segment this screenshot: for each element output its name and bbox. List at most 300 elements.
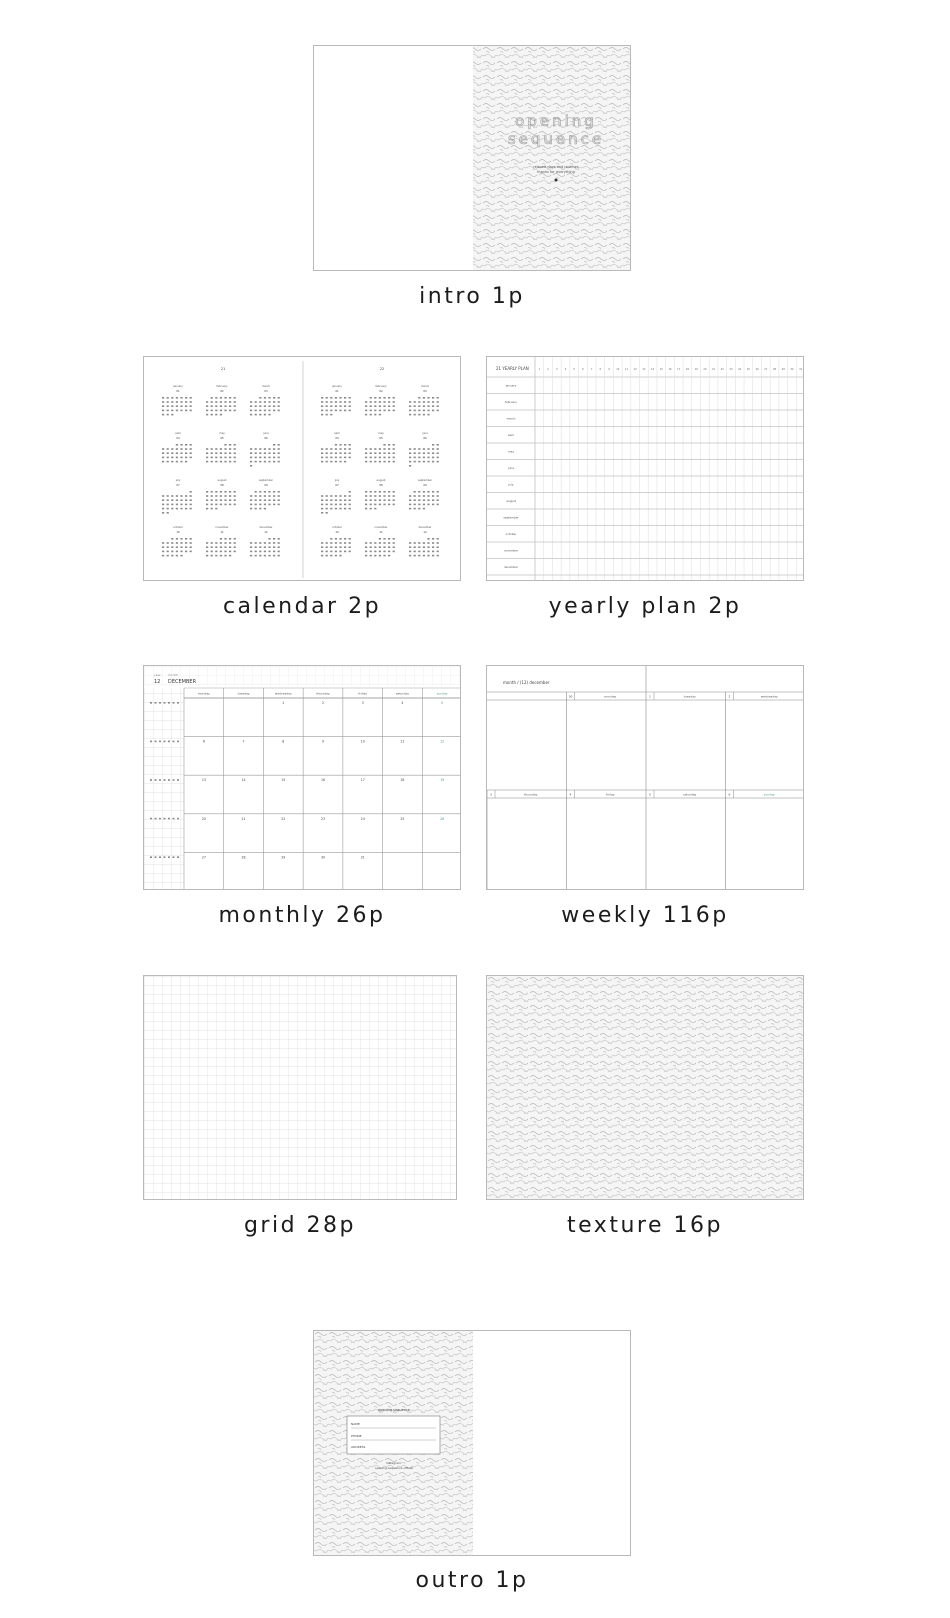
yearly-day-number: 10 [616, 368, 620, 371]
calendar-day-mark [437, 405, 439, 407]
yearly-day-number: 23 [729, 368, 733, 371]
calendar-day-mark [185, 405, 187, 407]
calendar-day-mark [250, 461, 252, 463]
calendar-day-mark [427, 555, 429, 557]
calendar-day-mark [365, 499, 367, 501]
calendar-day-mark [326, 512, 328, 514]
calendar-day-mark [278, 542, 280, 544]
monthly-date: 28 [241, 855, 246, 860]
calendar-day-mark [278, 397, 280, 399]
calendar-day-mark [273, 555, 275, 557]
calendar-day-mark [220, 546, 222, 548]
calendar-day-mark [370, 495, 372, 497]
calendar-month-name: february [375, 385, 387, 388]
calendar-day-mark [206, 551, 208, 553]
calendar-day-mark [162, 401, 164, 403]
yearly-month-label: february [505, 399, 517, 404]
calendar-day-mark [176, 551, 178, 553]
monthly-mini-day-mark [173, 818, 175, 820]
calendar-day-mark [321, 499, 323, 501]
calendar-day-mark [330, 452, 332, 454]
calendar-day-mark [370, 452, 372, 454]
calendar-day-mark [423, 401, 425, 403]
texture-preview [486, 975, 804, 1200]
calendar-day-mark [344, 508, 346, 510]
calendar-day-mark [259, 555, 261, 557]
calendar-day-mark [255, 461, 257, 463]
yearly-month-label: august [506, 498, 516, 503]
calendar-month-number: 03 [423, 390, 427, 393]
calendar-day-mark [190, 410, 192, 412]
calendar-day-mark [211, 495, 213, 497]
calendar-day-mark [335, 461, 337, 463]
calendar-day-mark [339, 546, 341, 548]
calendar-day-mark [349, 410, 351, 412]
monthly-date: 2 [321, 701, 325, 705]
calendar-day-mark [234, 499, 236, 501]
calendar-day-mark [326, 448, 328, 450]
calendar-day-mark [255, 508, 257, 510]
calendar-day-mark [180, 495, 182, 497]
calendar-day-mark [326, 414, 328, 416]
calendar-day-mark [388, 444, 390, 446]
calendar-day-mark [344, 504, 346, 506]
calendar-day-mark [259, 461, 261, 463]
calendar-day-mark [167, 499, 169, 501]
calendar-month-name: july [175, 479, 181, 482]
calendar-day-mark [379, 457, 381, 459]
calendar-day-mark [176, 401, 178, 403]
monthly-date: 11 [400, 739, 405, 744]
calendar-day-mark [273, 538, 275, 540]
calendar-day-mark [259, 499, 261, 501]
calendar-month-number: 02 [220, 390, 224, 393]
calendar-day-mark [211, 499, 213, 501]
calendar-day-mark [432, 397, 434, 399]
calendar-day-mark [255, 504, 257, 506]
calendar-day-mark [335, 444, 337, 446]
calendar-day-mark [229, 555, 231, 557]
calendar-day-mark [365, 461, 367, 463]
calendar-day-mark [229, 461, 231, 463]
calendar-day-mark [379, 546, 381, 548]
calendar-day-mark [370, 504, 372, 506]
calendar-day-mark [427, 457, 429, 459]
calendar-day-mark [437, 542, 439, 544]
calendar-day-mark [215, 546, 217, 548]
calendar-day-mark [409, 508, 411, 510]
calendar-day-mark [206, 414, 208, 416]
calendar-day-mark [432, 452, 434, 454]
calendar-month-name: december [418, 526, 432, 529]
yearly-day-number: 13 [642, 368, 646, 371]
calendar-day-mark [344, 457, 346, 459]
calendar-day-mark [190, 452, 192, 454]
calendar-day-mark [326, 397, 328, 399]
monthly-date: 1 [282, 701, 285, 705]
calendar-day-mark [255, 448, 257, 450]
calendar-day-mark [383, 491, 385, 493]
calendar-day-mark [432, 491, 434, 493]
calendar-day-mark [379, 495, 381, 497]
calendar-day-mark [220, 410, 222, 412]
calendar-day-mark [185, 495, 187, 497]
calendar-day-mark [255, 542, 257, 544]
calendar-day-mark [250, 504, 252, 506]
calendar-day-mark [162, 397, 164, 399]
calendar-day-mark [229, 457, 231, 459]
calendar-day-mark [374, 401, 376, 403]
calendar-day-mark [162, 457, 164, 459]
calendar-day-mark [268, 397, 270, 399]
calendar-day-mark [423, 461, 425, 463]
calendar-day-mark [393, 551, 395, 553]
monthly-mini-day-mark [168, 779, 170, 781]
calendar-day-mark [383, 538, 385, 540]
calendar-day-mark [326, 495, 328, 497]
calendar-day-mark [418, 504, 420, 506]
calendar-day-mark [383, 551, 385, 553]
calendar-day-mark [335, 457, 337, 459]
calendar-day-mark [365, 504, 367, 506]
calendar-day-mark [393, 444, 395, 446]
calendar-month-number: 06 [423, 437, 427, 440]
yearly-day-number: 22 [720, 368, 724, 371]
calendar-day-mark [264, 499, 266, 501]
calendar-day-mark [206, 448, 208, 450]
calendar-day-mark [374, 405, 376, 407]
calendar-day-mark [409, 499, 411, 501]
calendar-day-mark [229, 452, 231, 454]
calendar-day-mark [427, 499, 429, 501]
weekly-day-name: wednesday [760, 694, 778, 699]
calendar-day-mark [211, 414, 213, 416]
calendar-day-mark [250, 499, 252, 501]
calendar-day-mark [234, 461, 236, 463]
monthly-mini-day-mark [173, 741, 175, 743]
calendar-day-mark [383, 397, 385, 399]
calendar-day-mark [379, 504, 381, 506]
calendar-spread [144, 357, 461, 581]
calendar-day-mark [388, 551, 390, 553]
monthly-mini-day-mark [177, 818, 179, 820]
calendar-day-mark [206, 452, 208, 454]
calendar-day-mark [162, 508, 164, 510]
monthly-date: 24 [360, 816, 365, 821]
calendar-day-mark [206, 491, 208, 493]
calendar-day-mark [171, 401, 173, 403]
calendar-day-mark [185, 401, 187, 403]
calendar-day-mark [278, 504, 280, 506]
calendar-day-mark [180, 452, 182, 454]
calendar-day-mark [255, 495, 257, 497]
calendar-day-mark [176, 457, 178, 459]
calendar-day-mark [365, 414, 367, 416]
calendar-day-mark [427, 504, 429, 506]
calendar-day-mark [393, 448, 395, 450]
calendar-day-mark [370, 499, 372, 501]
calendar-day-mark [268, 495, 270, 497]
calendar-day-mark [264, 410, 266, 412]
calendar-day-mark [321, 457, 323, 459]
calendar-day-mark [379, 499, 381, 501]
weekly-date: 2 [728, 694, 731, 699]
calendar-day-mark [365, 495, 367, 497]
monthly-date: 3 [361, 701, 364, 705]
caption-yearly-plan: yearly plan 2p [548, 594, 742, 619]
monthly-mini-day-mark [159, 818, 161, 820]
calendar-day-mark [365, 405, 367, 407]
calendar-day-mark [437, 452, 439, 454]
calendar-day-mark [234, 452, 236, 454]
yearly-day-number: 31 [799, 368, 803, 371]
monthly-weekday: friday [358, 691, 368, 696]
yearly-day-number: 30 [790, 368, 794, 371]
calendar-month-name: march [420, 385, 430, 388]
calendar-day-mark [370, 542, 372, 544]
calendar-day-mark [229, 538, 231, 540]
calendar-day-mark [423, 504, 425, 506]
monthly-date: 30 [320, 855, 326, 860]
calendar-day-mark [370, 405, 372, 407]
calendar-day-mark [349, 504, 351, 506]
yearly-day-number: 2 [547, 368, 549, 371]
calendar-day-mark [211, 504, 213, 506]
calendar-day-mark [418, 508, 420, 510]
calendar-day-mark [268, 491, 270, 493]
calendar-day-mark [234, 546, 236, 548]
calendar-day-mark [273, 410, 275, 412]
calendar-day-mark [432, 542, 434, 544]
calendar-day-mark [268, 448, 270, 450]
calendar-day-mark [220, 452, 222, 454]
calendar-day-mark [335, 546, 337, 548]
calendar-day-mark [215, 495, 217, 497]
calendar-day-mark [414, 410, 416, 412]
calendar-day-mark [393, 405, 395, 407]
calendar-day-mark [224, 491, 226, 493]
calendar-day-mark [321, 512, 323, 514]
outro-page-art [314, 1331, 631, 1556]
monthly-mini-day-mark [155, 818, 157, 820]
grid-page [144, 976, 457, 1200]
calendar-day-mark [176, 546, 178, 548]
calendar-day-mark [167, 414, 169, 416]
calendar-day-mark [423, 397, 425, 399]
calendar-day-mark [211, 491, 213, 493]
weekly-day-name: saturday [683, 792, 697, 797]
calendar-day-mark [437, 401, 439, 403]
monthly-mini-day-mark [159, 856, 161, 858]
calendar-month-name: june [422, 432, 428, 435]
calendar-day-mark [321, 555, 323, 557]
calendar-day-mark [432, 401, 434, 403]
calendar-day-mark [370, 448, 372, 450]
calendar-day-mark [344, 448, 346, 450]
calendar-day-mark [180, 546, 182, 548]
calendar-day-mark [171, 397, 173, 399]
calendar-day-mark [190, 546, 192, 548]
calendar-day-mark [393, 495, 395, 497]
monthly-mini-day-mark [164, 741, 166, 743]
calendar-day-mark [190, 551, 192, 553]
calendar-day-mark [437, 499, 439, 501]
calendar-day-mark [162, 461, 164, 463]
calendar-day-mark [162, 542, 164, 544]
weekly-date: 1 [649, 694, 651, 699]
calendar-day-mark [220, 555, 222, 557]
monthly-date: 29 [281, 855, 286, 860]
calendar-day-mark [370, 457, 372, 459]
outro-title: opening sequence [377, 1408, 411, 1412]
calendar-day-mark [330, 508, 332, 510]
yearly-day-number: 28 [772, 368, 777, 371]
calendar-day-mark [167, 555, 169, 557]
calendar-day-mark [418, 397, 420, 399]
calendar-day-mark [393, 457, 395, 459]
weekly-day-name: friday [605, 792, 615, 797]
calendar-day-mark [409, 401, 411, 403]
calendar-day-mark [423, 414, 425, 416]
yearly-day-number: 15 [659, 368, 663, 371]
caption-grid: grid 28p [243, 1213, 357, 1238]
calendar-day-mark [206, 504, 208, 506]
calendar-day-mark [339, 542, 341, 544]
calendar-day-mark [379, 538, 381, 540]
calendar-day-mark [349, 508, 351, 510]
calendar-day-mark [224, 410, 226, 412]
caption-intro: intro 1p [419, 284, 525, 309]
calendar-day-mark [255, 551, 257, 553]
calendar-day-mark [365, 448, 367, 450]
calendar-day-mark [321, 414, 323, 416]
calendar-day-mark [335, 405, 337, 407]
calendar-day-mark [393, 452, 395, 454]
calendar-month-number: 07 [176, 484, 180, 487]
calendar-day-mark [255, 546, 257, 548]
calendar-day-mark [234, 397, 236, 399]
calendar-day-mark [278, 538, 280, 540]
calendar-day-mark [162, 452, 164, 454]
monthly-date: 12 [440, 739, 445, 744]
calendar-day-mark [409, 405, 411, 407]
weekly-preview [486, 665, 804, 890]
monthly-mini-day-mark [173, 702, 175, 704]
calendar-month-name: september [417, 479, 433, 482]
calendar-month-name: august [217, 479, 227, 482]
calendar-day-mark [432, 405, 434, 407]
calendar-day-mark [335, 538, 337, 540]
monthly-mini-day-mark [164, 702, 166, 704]
calendar-day-mark [339, 405, 341, 407]
calendar-month-name: march [261, 385, 271, 388]
calendar-month-number: 12 [423, 531, 427, 534]
calendar-day-mark [330, 551, 332, 553]
calendar-day-mark [409, 410, 411, 412]
calendar-year: 22 [379, 367, 385, 371]
weekly-day-name: tuesday [683, 694, 696, 699]
monthly-date: 15 [281, 778, 286, 783]
calendar-day-mark [437, 491, 439, 493]
calendar-day-mark [215, 491, 217, 493]
monthly-mini-day-mark [150, 779, 152, 781]
calendar-day-mark [388, 448, 390, 450]
calendar-day-mark [437, 551, 439, 553]
calendar-day-mark [167, 405, 169, 407]
calendar-day-mark [176, 397, 178, 399]
calendar-day-mark [264, 546, 266, 548]
calendar-day-mark [229, 397, 231, 399]
calendar-day-mark [326, 499, 328, 501]
calendar-day-mark [211, 542, 213, 544]
yearly-month-label: march [506, 416, 516, 421]
calendar-day-mark [418, 457, 420, 459]
calendar-day-mark [190, 495, 192, 497]
calendar-month-number: 02 [379, 390, 383, 393]
calendar-day-mark [180, 410, 182, 412]
calendar-day-mark [365, 542, 367, 544]
yearly-day-number: 5 [573, 368, 575, 371]
yearly-day-number: 25 [746, 368, 750, 371]
calendar-day-mark [176, 444, 178, 446]
calendar-day-mark [215, 542, 217, 544]
calendar-month-number: 05 [379, 437, 383, 440]
calendar-day-mark [379, 401, 381, 403]
calendar-day-mark [344, 499, 346, 501]
calendar-day-mark [330, 414, 332, 416]
monthly-date: 31 [360, 855, 365, 860]
calendar-day-mark [432, 410, 434, 412]
calendar-day-mark [349, 499, 351, 501]
yearly-month-label: january [505, 383, 517, 388]
calendar-day-mark [224, 444, 226, 446]
calendar-day-mark [211, 452, 213, 454]
calendar-day-mark [437, 457, 439, 459]
calendar-day-mark [176, 405, 178, 407]
calendar-month-number: 12 [264, 531, 268, 534]
monthly-weekday: thursday [316, 691, 330, 696]
calendar-day-mark [432, 448, 434, 450]
calendar-day-mark [185, 508, 187, 510]
calendar-day-mark [264, 508, 266, 510]
calendar-day-mark [427, 448, 429, 450]
calendar-day-mark [215, 457, 217, 459]
calendar-day-mark [339, 410, 341, 412]
calendar-day-mark [176, 542, 178, 544]
calendar-day-mark [374, 452, 376, 454]
calendar-day-mark [224, 551, 226, 553]
monthly-mini-day-mark [177, 741, 179, 743]
calendar-day-mark [190, 504, 192, 506]
calendar-day-mark [418, 551, 420, 553]
calendar-day-mark [273, 551, 275, 553]
calendar-day-mark [335, 410, 337, 412]
yearly-plan-header: 21 YEARLY PLAN [496, 366, 529, 371]
calendar-day-mark [180, 461, 182, 463]
yearly-day-number: 8 [599, 368, 602, 371]
calendar-day-mark [234, 542, 236, 544]
calendar-day-mark [229, 504, 231, 506]
calendar-day-mark [229, 546, 231, 548]
yearly-day-number: 7 [590, 368, 593, 371]
calendar-day-mark [167, 551, 169, 553]
calendar-day-mark [365, 401, 367, 403]
calendar-month-name: october [332, 526, 342, 529]
calendar-day-mark [224, 504, 226, 506]
calendar-month-number: 05 [220, 437, 224, 440]
calendar-day-mark [167, 504, 169, 506]
calendar-day-mark [388, 397, 390, 399]
